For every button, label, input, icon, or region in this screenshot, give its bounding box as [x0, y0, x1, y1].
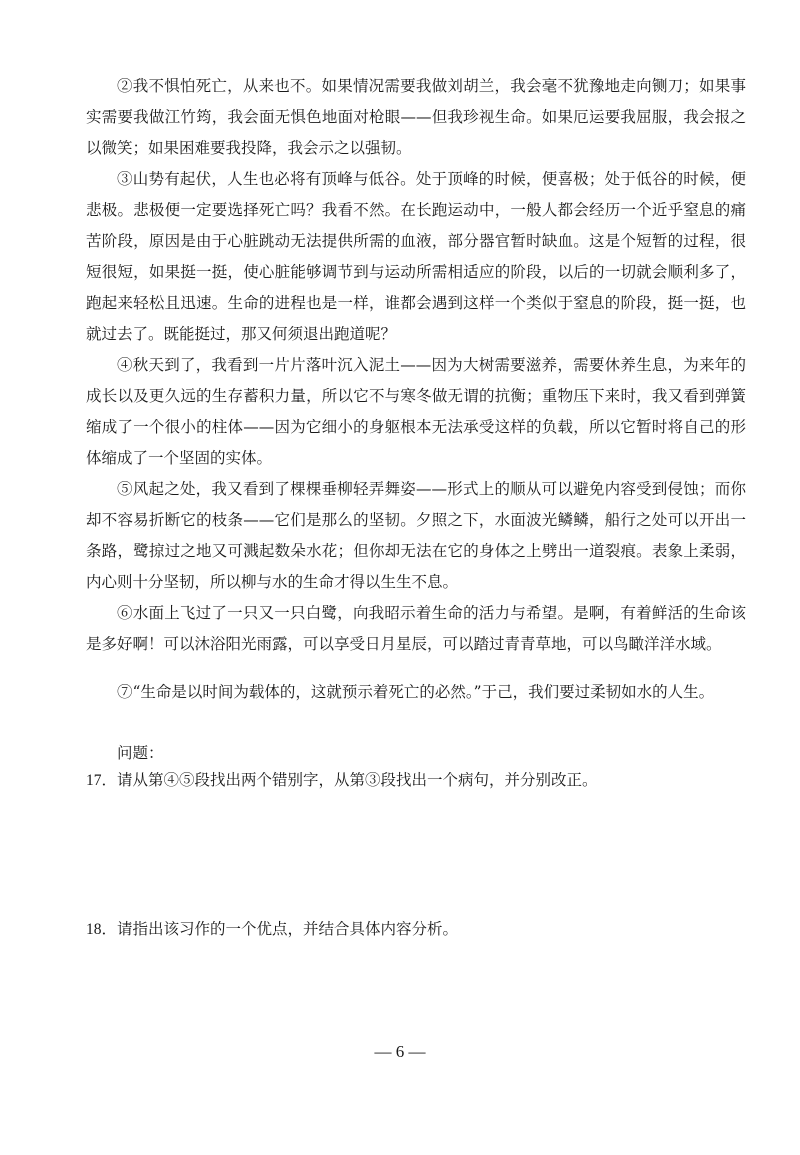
paragraph-3: ③山势有起伏，人生也必将有顶峰与低谷。处于顶峰的时候，便喜极；处于低谷的时候，便悲极。悲极便一定要选择死亡吗？我看不然。在长跑运动中，一般人都会经历一个近乎窒息的痛苦阶段，原因是由于心脏跳动无法提供所需的血液，部分器官暂时缺血。这是个短暂的过程，很短很短，如果挺一挺，使心脏能够调节到与运动所需相适应的阶段，以后的一切就会顺利多了，跑起来轻松且迅速。生命的进程也是一样，谁都会遇到这样一个类似于窒息的阶段，挺一挺，也就过去了。既能挺过，那又何须退出跑道呢？ [86, 170, 746, 343]
paragraph-7: ⑦“生命是以时间为载体的，这就预示着死亡的必然。”于己，我们要过柔韧如水的人生。 [117, 683, 715, 701]
question-18: 18．请指出该习作的一个优点，并结合具体内容分析。 [86, 921, 459, 938]
paragraph-2: ②我不惧怕死亡，从来也不。如果情况需要我做刘胡兰，我会毫不犹豫地走向铡刀；如果事实需要我做江竹筠，我会面无惧色地面对枪眼——但我珍视生命。如果厄运要我屈服，我会报之以微笑；如果困难要我投降，我会示之以强韧。 [86, 77, 746, 157]
paragraph-5: ⑤风起之处，我又看到了棵棵垂柳轻弄舞姿——形式上的顺从可以避免内容受到侵蚀；而你却不容易折断它的枝条——它们是那么的坚韧。夕照之下，水面波光鳞鳞，船行之处可以开出一条路，鹭掠过之地又可溅起数朵水花；但你却无法在它的身体之上劈出一道裂痕。表象上柔弱，内心则十分坚韧，所以柳与水的生命才得以生生不息。 [86, 480, 746, 591]
paragraph-4: ④秋天到了，我看到一片片落叶沉入泥土——因为大树需要滋养，需要休养生息，为来年的成长以及更久远的生存蓄积力量，所以它不与寒冬做无谓的抗衡；重物压下来时，我又看到弹簧缩成了一个很小的柱体——因为它细小的身躯根本无法承受这样的负载，所以它暂时将自己的形体缩成了一个坚固的实体。 [86, 356, 746, 467]
questions-heading: 问题： [117, 744, 164, 762]
question-17: 17．请从第④⑤段找出两个错别字，从第③段找出一个病句，并分别改正。 [86, 772, 598, 789]
page-number: — 6 — [374, 1042, 426, 1061]
paragraph-6: ⑥水面上飞过了一只又一只白鹭，向我昭示着生命的活力与希望。是啊，有着鲜活的生命该是多好啊！可以沐浴阳光雨露，可以享受日月星辰，可以踏过青青草地，可以鸟瞰洋洋水域。 [86, 604, 746, 653]
